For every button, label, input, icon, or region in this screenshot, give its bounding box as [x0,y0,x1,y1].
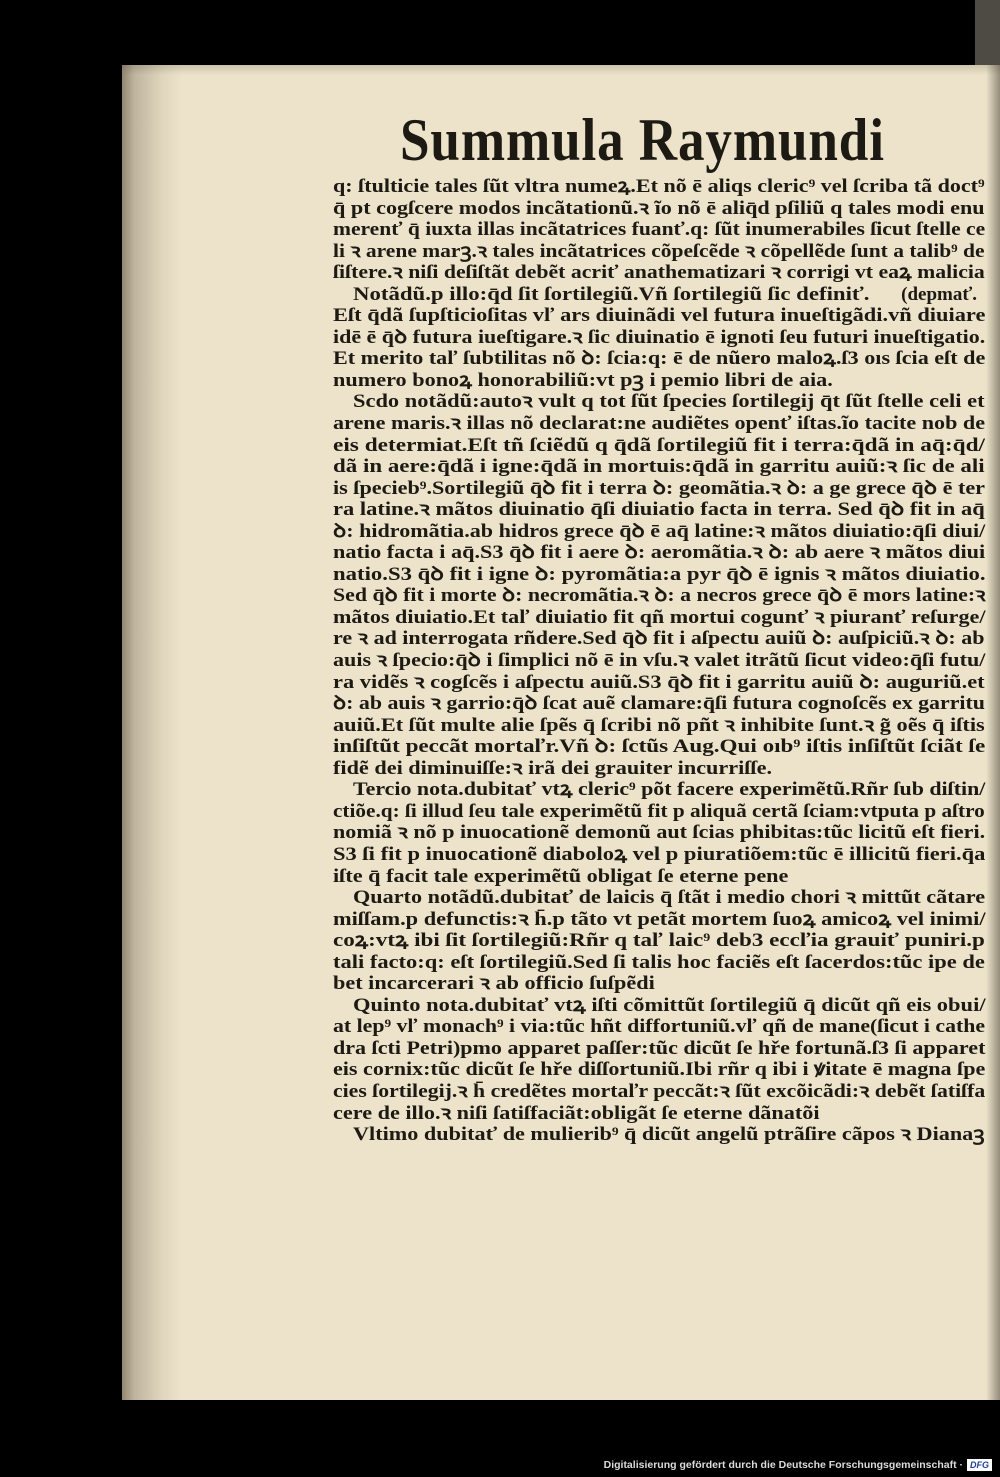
text-line: ra latine.ꝛ mãtos diuinatio q̄ſi diuiatio facta in terra. Sed q̄ꝺ fit in aq̄ [333,499,985,521]
text-line: ctiõe.q: ſi illud ſeu tale experimẽtũ fit p aliquã certã ſciam:vtputa p aſtro [333,800,985,822]
text-line: dra ſcti Petri)pmo apparet paſſer:tũc dicũt ſe hře fortunã.ſ3 ſi apparet [333,1037,986,1059]
paragraph [333,779,985,887]
text-block [333,176,985,1146]
text-line: re ꝛ ad interrogata rñdere.Sed q̄ꝺ fit i aſpectu auiũ ꝺ: auſpiciũ.ꝛ ꝺ: ab [333,628,985,650]
text-line: iſte q̄ facit tale experimẽtũ obligat ſe eterne pene [333,865,789,887]
text-line: S3 ſi fit p inuocationẽ diaboloꝝ vel p piuratiõem:tũc ē illicitũ fieri.q̄a [333,843,986,865]
paragraph [333,284,985,392]
text-line: fidẽ dei diminuiſſe:ꝛ irã dei grauiter incurriſſe. [333,757,773,779]
digitization-footer [604,1457,992,1473]
text-line: inſiſtũt peccãt mortaľr.Vñ ꝺ: ſctũs Aug.Qui oıb⁹ iſtis inſiſtũt ſciãt ſe [333,736,986,758]
text-line: natio facta i aq̄.S3 q̄ꝺ fit i aere ꝺ: aeromãtia.ꝛ ꝺ: ab aere ꝛ mãtos diui [333,542,986,564]
text-line: numero bonoꝝ honorabiliũ:vt pꝫ i pemio libri de aia. [333,369,833,391]
text-line: cere de illo.ꝛ niſi ſatiſfaciãt:obligãt ſe eterne dãnatõi [333,1102,820,1124]
text-line: merenť q̄ iuxta illas incãtatrices fuanť.q: ſũt inumerabiles ſicut ſtelle ce [333,219,986,241]
text-line: q: ſtulticie tales ſũt vltra numeꝝ.Et nõ ē aliqs cleric⁹ vel ſcriba tã doct⁹ [333,176,985,197]
text-line: Scdo notãdũ:autoꝛ vult q tot ſũt ſpecies ſortilegij q̄t ſũt ſtelle celi et [353,391,985,413]
text-line: ꝺ: ab auis ꝛ garrio:q̄ꝺ ſcat auẽ clamare:q̄ſi futura cognoſcẽs ex garritu [333,693,985,715]
paragraph [333,887,985,995]
funding-credit: Digitalisierung gefördert durch die Deutsche Forschungsgemeinschaft · [603,1459,963,1471]
text-line: auis ꝛ ſpecio:q̄ꝺ i ſimplici nõ ē in vſu.ꝛ valet itrãtũ ſicut video:q̄ſi futu/ [333,650,986,672]
text-line: bet incarcerari ꝛ ab officio ſuſpẽdi [333,973,655,995]
text-line: q̄ pt cogſcere modos incãtationũ.ꝛ ĩo nõ ē aliq̄d pſiliũ q tales modi enu [333,197,985,219]
text-line: li ꝛ arene marꝫ.ꝛ tales incãtatrices cõpeſcẽde ꝛ cõpellẽde ſunt a talib⁹ de [333,240,985,262]
text-line: mãtos diuiatio.Et taľ diuiatio fit qñ mortui cogunť ꝛ piuranť reſurge/ [333,606,986,628]
text-line: Eſt q̄dã ſupſticioſitas vľ ars diuinãdi vel futura inueſtigãdi.vñ diuiare [333,305,986,327]
text-line: arene maris.ꝛ illas nõ declarat:ne audiẽtes openť iſtas.ĩo tacite nob de [333,413,986,435]
text-line: cies ſortilegij.ꝛ h̄ credẽtes mortaľr peccãt:ꝛ ſũt excõicãdi:ꝛ debẽt ſatiſfa [333,1080,986,1102]
paragraph [333,391,985,779]
text-line: eis cornix:tũc dicũt ſe hře diſſortuniũ.Ibi rñr q ibi i ꝟitate ē magna ſpe [333,1059,986,1081]
dfg-logo: DFG [967,1459,992,1471]
text-line: Quinto nota.dubitať vtꝝ iſti cõmittũt ſortilegiũ q̄ dicũt qñ eis obui/ [353,994,986,1016]
text-line: Et merito taľ ſubtilitas nõ ꝺ: ſcia:q: ē de nũero maloꝝ.ſ3 oıs ſcia eſt de [333,348,986,370]
facing-page-edge [975,0,1000,65]
text-line: tali facto:q: eſt ſortilegiũ.Sed ſi talis hoc faciẽs eſt ſacerdos:tũc ipe de [333,951,985,973]
text-line: at lep⁹ vľ monach⁹ i via:tũc hñt diffortuniũ.vľ qñ de mane(ſicut i cathe [333,1016,986,1038]
text-line: Sed q̄ꝺ fit i morte ꝺ: necromãtia.ꝛ ꝺ: a necros grece q̄ꝺ ē mors latine:ꝛ [333,585,986,607]
text-line: Quarto notãdũ.dubitať de laicis q̄ ſtãt i medio chori ꝛ mittũt cãtare [353,887,986,909]
text-line: idē ē q̄ꝺ futura iueſtigare.ꝛ ſic diuinatio ē ignoti ſeu futuri inueſtigatio. [333,326,986,348]
paragraph [333,995,985,1124]
text-line: auiũ.Et ſũt multe alie ſpẽs q̄ ſcribi nõ pñt ꝛ inhibite ſunt.ꝛ g̃ oẽs q̄ iſtis [333,714,985,736]
text-line: Vltimo dubitať de mulierib⁹ q̄ dicũt angelũ ptrãſire cãpos ꝛ Dianaꝫ [353,1124,985,1146]
text-line: eis determiat.Eſt tñ ſciẽdũ q q̄dã ſortilegiũ fit i terra:q̄dã in aq̄:q̄d/ [333,434,985,456]
text-line: natio.S3 q̄ꝺ fit i igne ꝺ: pyromãtia:a pyr q̄ꝺ ē ignis ꝛ mãtos diuiatio. [333,563,986,585]
running-title: Summula Raymundi [400,107,885,173]
paragraph [333,176,985,284]
paragraph [333,1124,985,1146]
text-line: coꝝ:vtꝝ ibi ſit ſortilegiũ:Rñr q taľ laic⁹ deb3 eccľia grauiť puniri.p [333,930,985,952]
text-line: miſſam.p defunctis:ꝛ h̄.p tãto vt petãt mortem ſuoꝝ amicoꝝ vel inimi/ [333,908,986,930]
text-line: dã in aere:q̄dã i igne:q̄dã in mortuis:q̄dã in garritu auiũ:ꝛ ſic de ali [333,456,985,478]
text-line: ra vidẽs ꝛ cogſcẽs i aſpectu auiũ.S3 q̄ꝺ fit i garritu auiũ ꝺ: auguriũ.et [333,671,985,693]
turnover-text: (depmať. [901,283,977,305]
text-line: Tercio nota.dubitať vtꝝ cleric⁹ põt facere experimẽtũ.Rñr ſub diſtin/ [353,779,986,801]
text-line: ꝺ: hidromãtia.ab hidros grece q̄ꝺ ē aq̄ latine:ꝛ mãtos diuiatio:q̄ſi diui/ [333,520,986,542]
text-line: nomiã ꝛ nõ p inuocationẽ demonũ aut ſcias phibitas:tũc licitũ eſt fieri. [333,822,986,844]
text-line: is ſpecieb⁹.Sortilegiũ q̄ꝺ fit i terra ꝺ: geomãtia.ꝛ ꝺ: a ge grece q̄ꝺ ē ter [333,477,985,499]
text-line: Notãdũ.p illo:q̄d ſit ſortilegiũ.Vñ ſortilegiũ ſic definiť. [353,283,870,305]
text-line: ſiſtere.ꝛ niſi deſiſtãt debẽt acriť anathematizari ꝛ corrigi vt eaꝝ malicia [333,262,985,284]
